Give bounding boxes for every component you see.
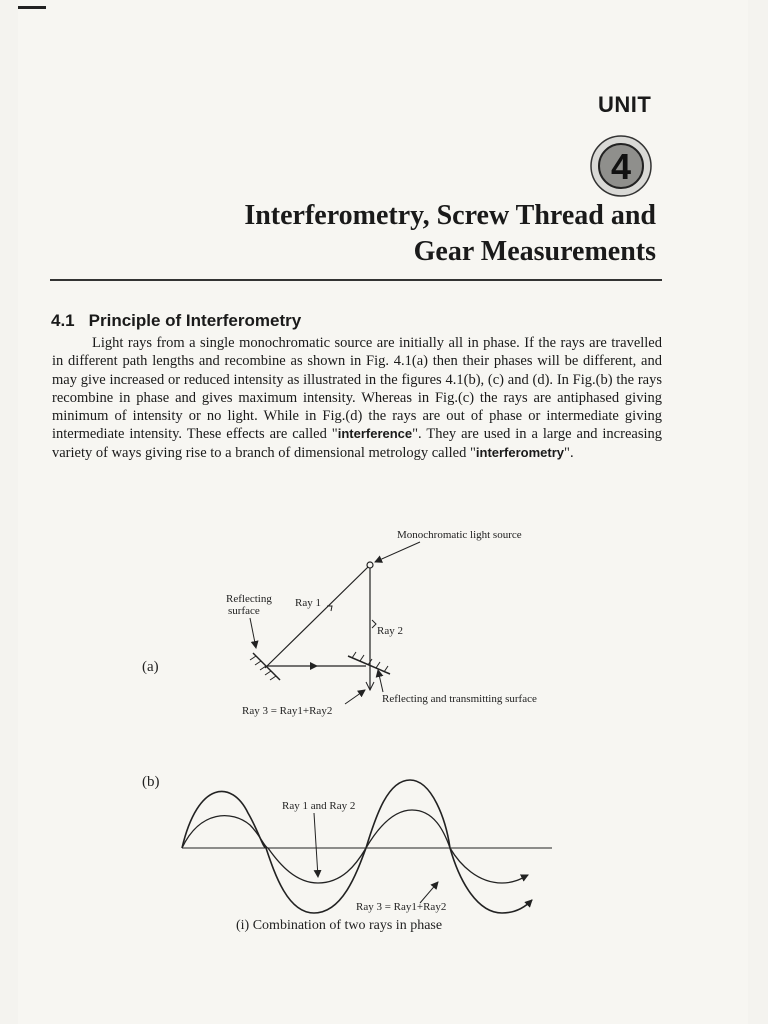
- ray1-label: Ray 1: [295, 597, 321, 609]
- source-label: Monochromatic light source: [397, 529, 522, 541]
- section-heading: [51, 311, 301, 331]
- reflecting-surface-label-2: surface: [228, 605, 260, 617]
- transmitting-surface: [348, 656, 390, 674]
- ray2-label: Ray 2: [377, 625, 403, 637]
- chapter-title: [96, 198, 656, 270]
- rays-label: Ray 1 and Ray 2: [282, 800, 356, 812]
- figure-b-diagram: [120, 765, 600, 940]
- unit-number: 4: [610, 146, 632, 187]
- transmitting-surface-label: Reflecting and transmitting surface: [382, 693, 537, 705]
- paragraph-text-c: ".: [564, 444, 574, 461]
- ray1-line: [265, 567, 368, 668]
- term-interference: interference: [337, 426, 413, 442]
- unit-number-badge: [589, 134, 653, 198]
- reflecting-surface-label-1: Reflecting: [226, 593, 272, 605]
- chapter-title-line1: Interferometry, Screw Thread and: [244, 200, 656, 231]
- ray3-label: Ray 3 = Ray1+Ray2: [242, 705, 333, 717]
- body-paragraph: [52, 334, 662, 462]
- figure-b-caption: (i) Combination of two rays in phase: [236, 918, 443, 933]
- figure-b-label: (b): [142, 774, 160, 790]
- ray1-ray2-wave: [182, 810, 528, 883]
- section-number: 4.1: [51, 311, 75, 330]
- scan-corner-mark: [18, 6, 46, 9]
- term-interferometry: interferometry: [475, 444, 565, 460]
- ray3-b-label: Ray 3 = Ray1+Ray2: [356, 901, 447, 913]
- paragraph-text-a: Light rays from a single monochromatic source are initially all in phase. If the rays are travelled in different path lengths and recombine as shown in Fig. 4.1(a) then their phases will be different, and may give increased or reduced intensity as illustrated in the figures 4.1(b), (c) and (d). In Fig.(b) the rays recombine in phase and gives maximum intensity. Whereas in Fig.(c) the rays are antiphased giving minimum of intensity or no light. While in Fig.(d) the rays are out of phase or intermediate giving intermediate intensity. These effects are called ": [52, 335, 662, 443]
- figure-a-label: (a): [142, 659, 159, 675]
- ray3-wave: [182, 780, 532, 913]
- paragraph-text-b: ". They are used in a large and increasing variety of ways giving rise to a branch of dimensional metrology called ": [52, 426, 662, 461]
- figure-a-diagram: [120, 520, 600, 730]
- chapter-title-line2: Gear Measurements: [413, 236, 656, 267]
- unit-label: UNIT: [598, 92, 652, 117]
- title-divider: [50, 279, 662, 281]
- section-title: Principle of Interferometry: [88, 311, 302, 330]
